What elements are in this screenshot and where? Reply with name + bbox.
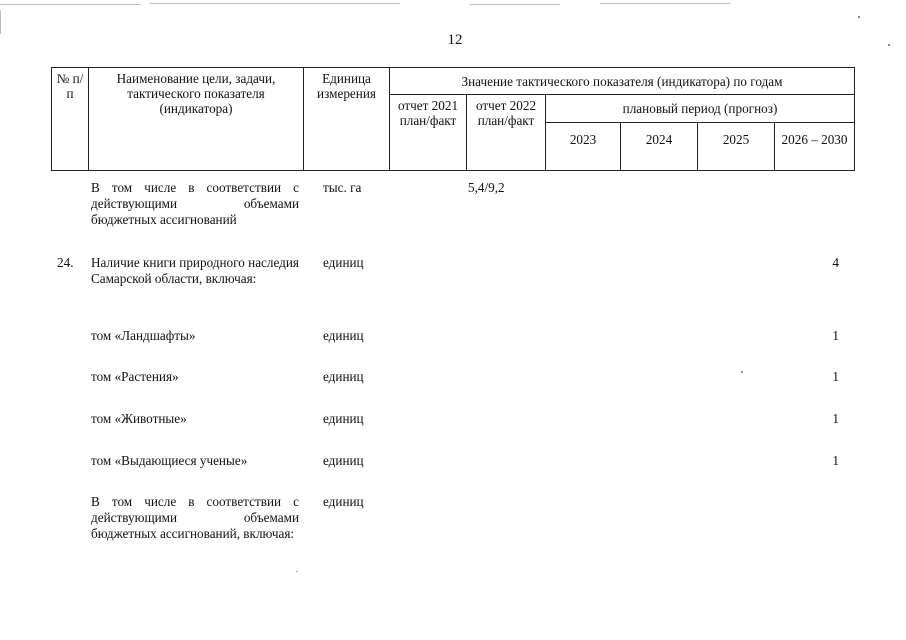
row-value-2026-2030: 1 [832,453,839,468]
row-value-2026-2030: 1 [832,411,839,426]
page-number: 12 [447,32,463,48]
row-name: том «Выдающиеся ученые» [91,453,248,468]
row-name: В том числе в соответствии с действующими объемами бюджетных ассигнований, включая: [91,494,299,541]
row-value-2026-2030: 4 [832,255,839,270]
row-name: том «Ландшафты» [91,328,196,343]
header-col-2021: отчет 2021 план/факт [390,95,467,171]
row-unit: единиц [323,369,364,384]
scan-edge-line [470,4,560,5]
row-unit: единиц [323,453,364,468]
header-col-number: № п/п [52,68,89,171]
row-unit: единиц [323,494,364,509]
header-col-2022: отчет 2022 план/факт [467,95,546,171]
indicator-table-header [51,67,855,171]
header-col-name: Наименование цели, задачи, тактического показателя (индикатора) [89,68,304,171]
scan-edge-line [600,3,730,4]
scan-speck [296,571,298,572]
row-name: том «Растения» [91,369,179,384]
header-col-2023: 2023 [546,123,621,171]
scan-speck [888,44,890,46]
header-col-2026-2030: 2026 – 2030 [775,123,855,171]
scan-edge-line [0,10,1,34]
scan-speck [858,16,860,18]
header-col-2024: 2024 [621,123,698,171]
row-unit: единиц [323,328,364,343]
row-value-2026-2030: 1 [832,328,839,343]
row-value-2022: 5,4/9,2 [468,180,505,195]
row-unit: единиц [323,411,364,426]
row-number: 24. [57,255,74,270]
row-value-2026-2030: 1 [832,369,839,384]
row-name: том «Животные» [91,411,187,426]
row-name: В том числе в соответствии с действующими объемами бюджетных ассигнований [91,180,299,227]
header-col-2025: 2025 [698,123,775,171]
row-name: Наличие книги природного наследия Самарской области, включая: [91,255,299,286]
scan-edge-line [0,4,140,5]
scan-edge-line [150,3,400,4]
row-unit: единиц [323,255,364,270]
row-unit: тыс. га [323,180,362,195]
header-col-planned: плановый период (прогноз) [546,95,855,123]
header-col-unit: Единица измерения [304,68,390,171]
header-col-values: Значение тактического показателя (индикатора) по годам [390,68,855,95]
scan-speck [741,371,743,373]
